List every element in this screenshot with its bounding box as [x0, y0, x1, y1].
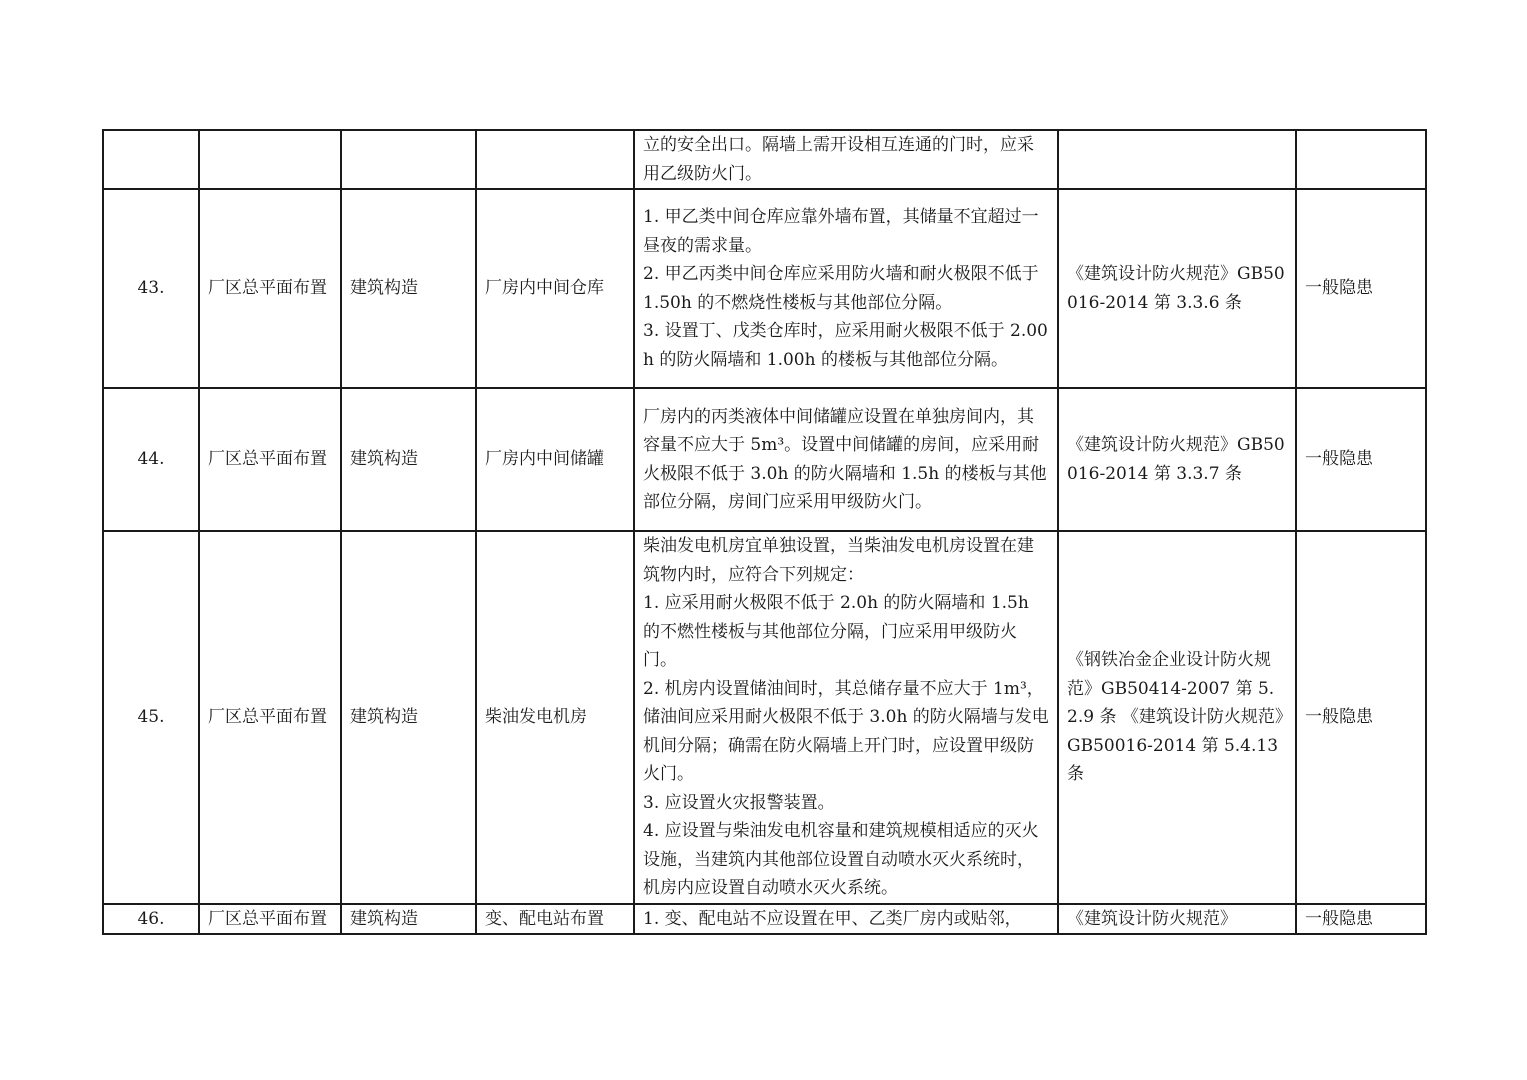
table-row [103, 531, 1426, 904]
category-cell: 建筑构造 [341, 388, 476, 531]
row-number: 44. [103, 388, 199, 531]
content-paragraph: 立的安全出口。隔墙上需开设相互连通的门时，应采用乙级防火门。 [643, 135, 1034, 184]
category-cell: 建筑构造 [341, 531, 476, 904]
basis-cell: 《钢铁冶金企业设计防火规范》GB50414-2007 第 5.2.9 条 《建筑设计防火规范》GB50016-2014 第 5.4.13 条 [1058, 531, 1296, 904]
basis-cell [1058, 904, 1296, 934]
content-paragraph: 厂房内的丙类液体中间储罐应设置在单独房间内，其容量不应大于 5m³。设置中间储罐的房间，应采用耐火极限不低于 3.0h 的防火隔墙和 1.5h 的楼板与其他部位分隔，房间门应采用甲级防火门。 [643, 406, 1047, 512]
area-cell: 厂区总平面布置 [199, 388, 341, 531]
area-cell: 厂区总平面布置 [199, 531, 341, 904]
area-text: 厂区总平面布置 [208, 908, 327, 929]
content-cell [634, 388, 1058, 531]
area-cell: 厂区总平面布置 [199, 189, 341, 388]
level-cell: 一般隐患 [1296, 189, 1426, 388]
item-cell: 厂房内中间储罐 [476, 388, 634, 531]
content-paragraph: 柴油发电机房宜单独设置，当柴油发电机房设置在建筑物内时，应符合下列规定： [643, 536, 1034, 585]
content-paragraph: 2. 甲乙丙类中间仓库应采用防火墙和耐火极限不低于 1.50h 的不燃烧性楼板与其他部位分隔。 [643, 264, 1039, 313]
basis-cell: 《建筑设计防火规范》GB50016-2014 第 3.3.7 条 [1058, 388, 1296, 531]
content-cell [634, 904, 1058, 934]
row-number: 43. [103, 189, 199, 388]
item-cell: 柴油发电机房 [476, 531, 634, 904]
basis-cell: 《建筑设计防火规范》GB50016-2014 第 3.3.6 条 [1058, 189, 1296, 388]
content-cell [634, 130, 1058, 189]
level-cell [1296, 130, 1426, 189]
hazard-table [102, 129, 1427, 935]
table-row [103, 388, 1426, 531]
category-cell: 建筑构造 [341, 904, 476, 934]
row-number [103, 130, 199, 189]
category-cell: 建筑构造 [341, 189, 476, 388]
content-paragraph: 1. 应采用耐火极限不低于 2.0h 的防火隔墙和 1.5h 的不燃性楼板与其他部位分隔，门应采用甲级防火门。 [643, 593, 1029, 670]
content-paragraph: 4. 应设置与柴油发电机容量和建筑规模相适应的灭火设施，当建筑内其他部位设置自动喷水灭火系统时，机房内应设置自动喷水灭火系统。 [643, 821, 1039, 898]
level-cell: 一般隐患 [1296, 531, 1426, 904]
basis-cell [1058, 130, 1296, 189]
content-cell [634, 189, 1058, 388]
content-paragraph: 2. 机房内设置储油间时，其总储存量不应大于 1m³，储油间应采用耐火极限不低于 3.0h 的防火隔墙与发电机间分隔；确需在防火隔墙上开门时，应设置甲级防火门。 [643, 678, 1049, 784]
row-number: 45. [103, 531, 199, 904]
table-row [103, 130, 1426, 189]
content-paragraph: 1. 变、配电站不应设置在甲、乙类厂房内或贴邻， [643, 908, 1022, 929]
level-cell: 一般隐患 [1296, 388, 1426, 531]
table-row [103, 189, 1426, 388]
level-cell: 一般隐患 [1296, 904, 1426, 934]
content-paragraph: 3. 设置丁、戊类仓库时，应采用耐火极限不低于 2.00h 的防火隔墙和 1.00h 的楼板与其他部位分隔。 [643, 321, 1048, 370]
basis-text: 《建筑设计防火规范》 [1067, 908, 1237, 929]
item-cell: 变、配电站布置 [476, 904, 634, 934]
content-paragraph: 3. 应设置火灾报警装置。 [643, 792, 835, 813]
table-row [103, 904, 1426, 934]
area-cell [199, 904, 341, 934]
content-cell [634, 531, 1058, 904]
item-cell: 厂房内中间仓库 [476, 189, 634, 388]
content-paragraph: 1. 甲乙类中间仓库应靠外墙布置，其储量不宜超过一昼夜的需求量。 [643, 207, 1039, 256]
item-cell [476, 130, 634, 189]
category-cell [341, 130, 476, 189]
area-cell [199, 130, 341, 189]
row-number: 46. [103, 904, 199, 934]
